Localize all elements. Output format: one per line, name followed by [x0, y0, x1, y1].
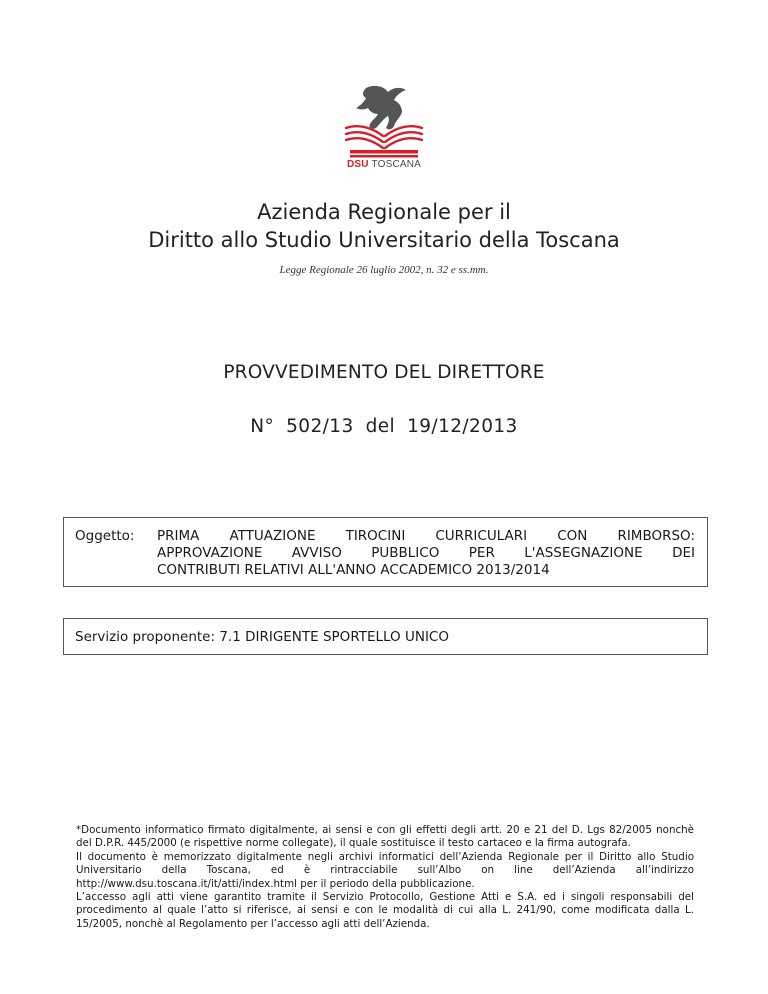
org-name-line2: Diritto allo Studio Universitario della Toscana — [148, 228, 620, 252]
subject-line: CONTRIBUTI RELATIVI ALL'ANNO ACCADEMICO 2013/2014 — [157, 562, 550, 578]
footer-paragraph: *Documento informatico firmato digitalmente, ai sensi e con gli effetti degli artt. 20 e 21 del D. Lgs 82/2005 nonchè del D.P.R. 445/2000 (e rispettive norme collegate), il quale sostituisce il testo cartaceo e la firma autografa. — [76, 824, 694, 850]
logo-brand-dsu: DSU — [346, 159, 369, 170]
number-prefix: N° — [250, 416, 275, 437]
service-text: Servizio proponente: 7.1 DIRIGENTE SPORTELLO UNICO — [75, 629, 449, 645]
document-type: PROVVEDIMENTO DEL DIRETTORE — [223, 362, 545, 383]
pegasus-book-icon — [336, 84, 432, 162]
document-number-line — [0, 416, 768, 437]
footer-paragraph: Il documento è memorizzato digitalmente negli archivi informatici dell’Azienda Regionale per il Diritto allo Studio Universitario della Toscana, ed è rintracciabile sull’Albo on line dell’Azienda all’indirizzo http://www.dsu.toscana.it/it/atti/index.html per il periodo della pubblicazione. — [76, 850, 694, 890]
footer-paragraph: L’accesso agli atti viene garantito tramite il Servizio Protocollo, Gestione Atti e S.A. ed i singoli responsabili del procedimento al quale l’atto si riferisce, ai sensi e con le modalità di cui alla L. 241/90, come modificata dalla L. 15/2005, nonchè al Regolamento per l’accesso agli atti dell’Azienda. — [76, 891, 694, 930]
date-prefix: del — [365, 416, 396, 437]
logo-wordmark — [334, 159, 434, 170]
subject-line: PRIMA ATTUAZIONE TIROCINI CURRICULARI CON RIMBORSO: — [157, 528, 695, 544]
document-date: 19/12/2013 — [407, 416, 518, 437]
subject-text — [157, 528, 695, 579]
subject-label: Oggetto: — [75, 528, 135, 544]
org-name-line1: Azienda Regionale per il — [257, 200, 511, 224]
document-number: 502/13 — [286, 416, 354, 437]
service-box — [63, 618, 708, 655]
logo-brand-toscana: TOSCANA — [371, 159, 422, 170]
law-reference: Legge Regionale 26 luglio 2002, n. 32 e ss.mm. — [279, 264, 489, 276]
footer-notes — [76, 824, 694, 931]
subject-line: APPROVAZIONE AVVISO PUBBLICO PER L'ASSEGNAZIONE DEI — [157, 545, 695, 561]
subject-box — [63, 517, 708, 587]
